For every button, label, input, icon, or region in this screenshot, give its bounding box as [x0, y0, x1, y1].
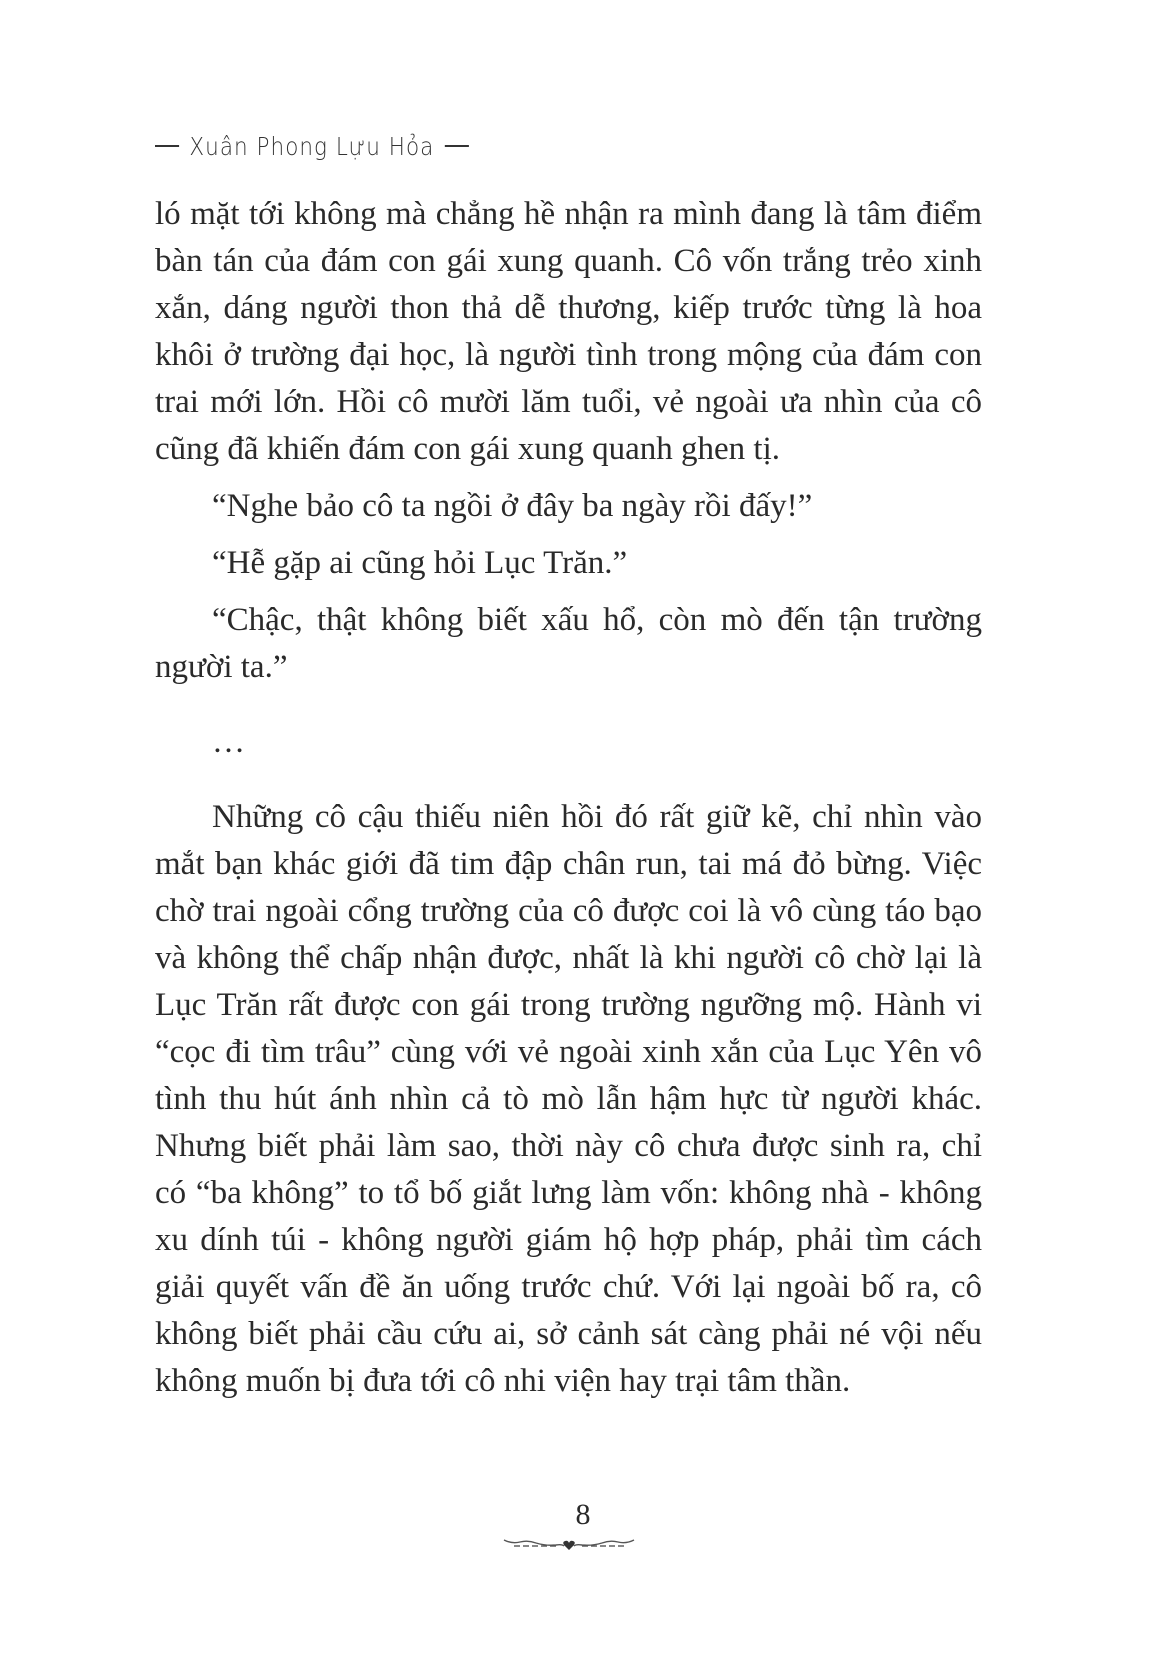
header-dash-left [155, 145, 179, 147]
heart-icon [563, 1541, 575, 1550]
dialogue-line: “Hễ gặp ai cũng hỏi Lục Trăn.” [212, 545, 628, 581]
dialogue-line: “Nghe bảo cô ta ngồi ở đây ba ngày rồi đấy!” [212, 488, 813, 524]
page-number: 8 [575, 1498, 591, 1531]
ellipsis-line: … [212, 724, 245, 760]
dialogue-line: “Chậc, thật không biết xấu hổ, còn mò đến tận trường người ta.” [155, 602, 982, 685]
book-title: Xuân Phong Lựu Hỏa [189, 131, 435, 161]
paragraph: Những cô cậu thiếu niên hồi đó rất giữ kẽ, chỉ nhìn vào mắt bạn khác giới đã tim đập chân run, tai má đỏ bừng. Việc chờ trai ngoài cổng trường của cô được coi là vô cùng táo bạo và không thể chấp nhận được, nhất là khi người cô chờ lại là Lục Trăn rất được con gái trong trường ngưỡng mộ. Hành vi “cọc đi tìm trâu” cùng với vẻ ngoài xinh xắn của Lục Yên vô tình thu hút ánh nhìn cả tò mò lẫn hậm hực từ người khác. Nhưng biết phải làm sao, thời này cô chưa được sinh ra, chỉ có “ba không” to tổ bố giắt lưng làm vốn: không nhà - không xu dính túi - không người giám hộ hợp pháp, phải tìm cách giải quyết vấn đề ăn uống trước chứ. Với lại ngoài bố ra, cô không biết phải cầu cứu ai, sở cảnh sát càng phải né vội nếu không muốn bị đưa tới cô nhi viện hay trại tâm thần. [155, 799, 982, 1399]
running-header [155, 126, 479, 166]
page-body [155, 191, 982, 1415]
paragraph-continuation: ló mặt tới không mà chẳng hề nhận ra mình đang là tâm điểm bàn tán của đám con gái xung quanh. Cô vốn trắng trẻo xinh xắn, dáng người thon thả dễ thương, kiếp trước từng là hoa khôi ở trường đại học, là người tình trong mộng của đám con trai mới lớn. Hồi cô mười lăm tuổi, vẻ ngoài ưa nhìn của cô cũng đã khiến đám con gái xung quanh ghen tị. [155, 196, 982, 467]
header-dash-right [445, 145, 469, 147]
ornament-divider [502, 1534, 636, 1554]
